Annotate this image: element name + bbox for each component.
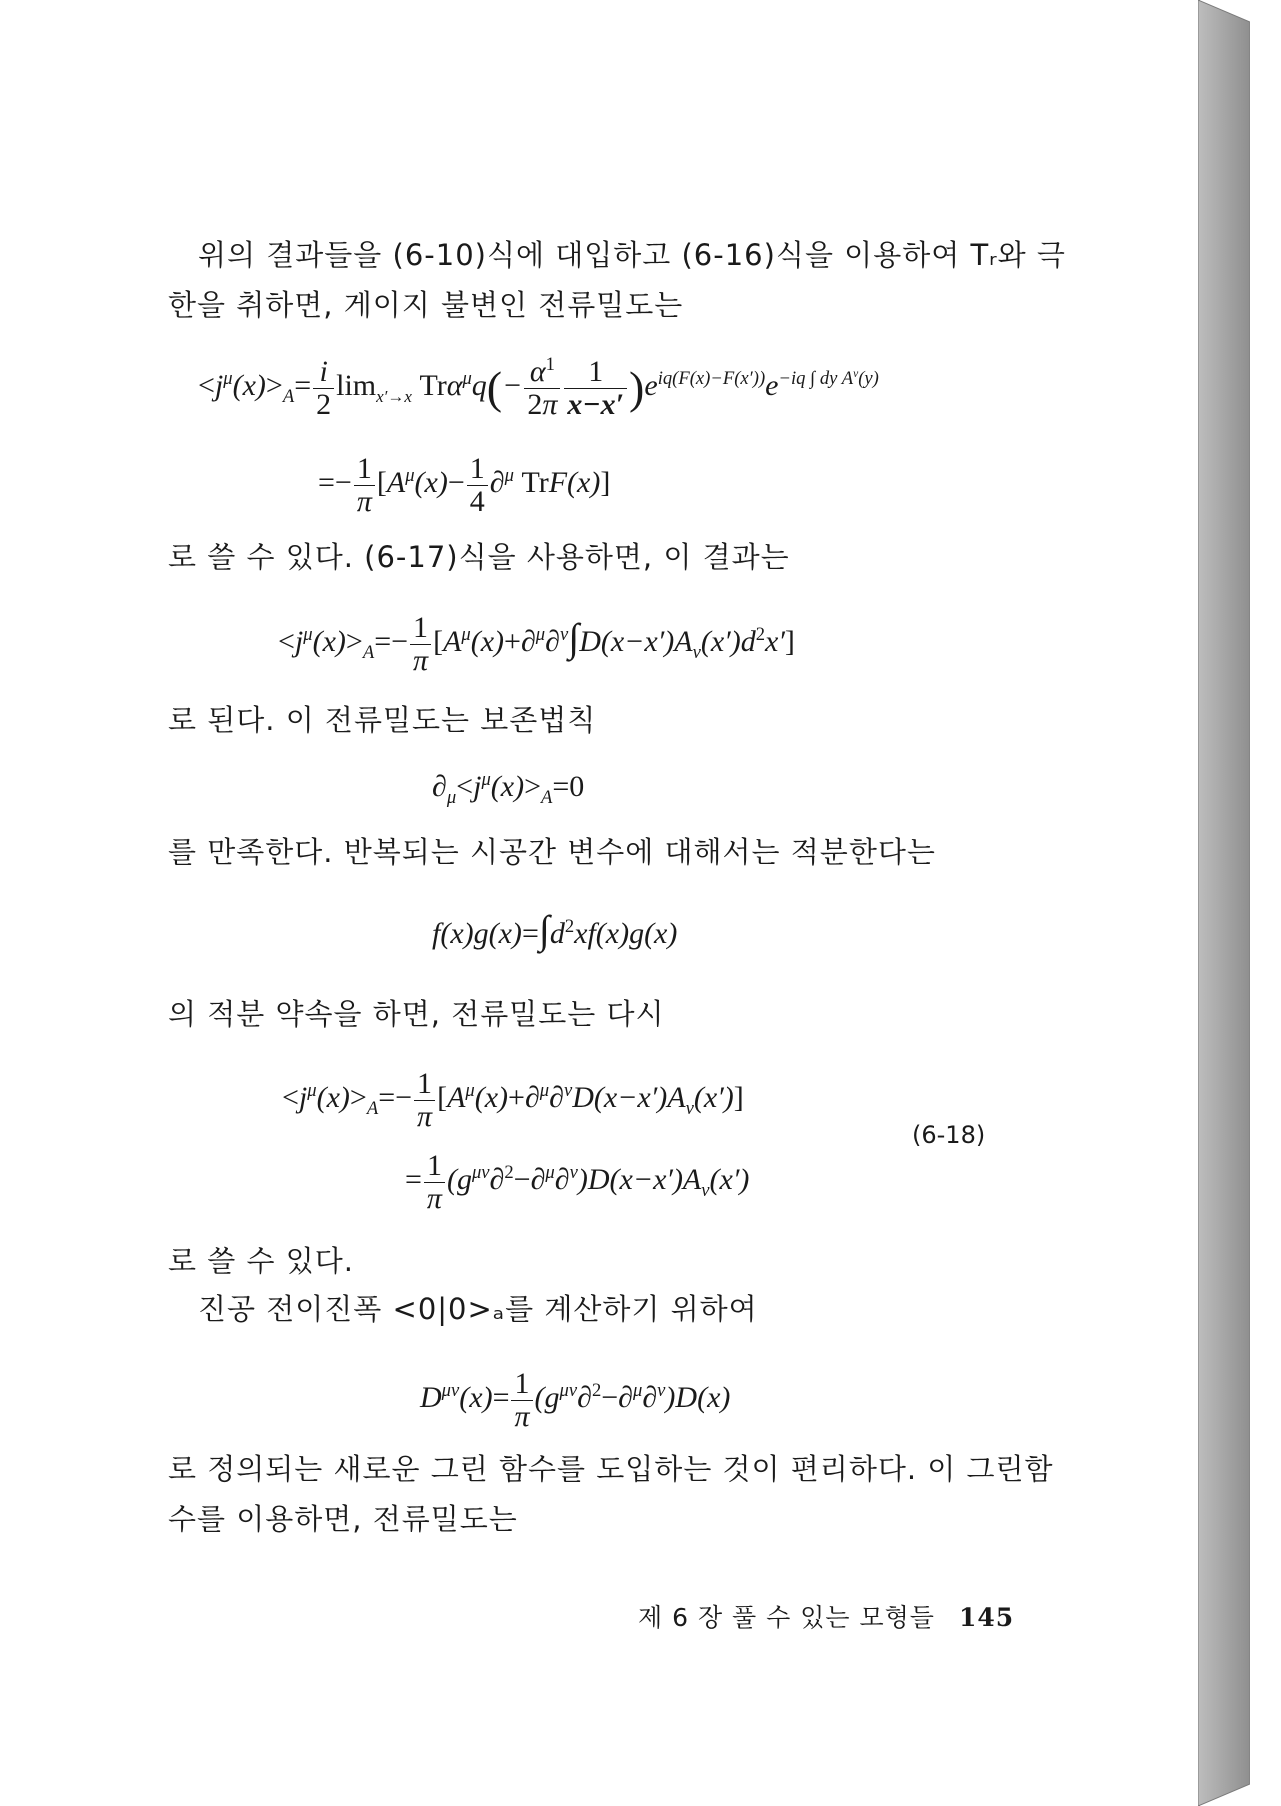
paragraph-1-line-2: 한을 취하면, 게이지 불변인 전류밀도는 — [168, 288, 684, 322]
equation-integration-convention: $f(x)g(x)=\int d^2xf(x)g(x)$ — [432, 907, 678, 952]
paragraph-3: 로 된다. 이 전류밀도는 보존법칙 — [168, 703, 597, 737]
paragraph-2: 로 쓸 수 있다. (6-17)식을 사용하면, 이 결과는 — [168, 540, 790, 574]
equation-conservation: $\partial_\mu<j^\mu(x)>_A=0$ — [432, 769, 585, 808]
equation-6-18-line-1: $<j^\mu(x)>_A=-$ $\frac{1}{\pi}$ $[A^\mu(x)+\partial^\mu\partial^\nu D(x-x')A_\nu(x')]$ — [282, 1067, 744, 1133]
chapter-title: 제 6 장 풀 수 있는 모형들 — [638, 1603, 935, 1632]
paragraph-1-line-1: 위의 결과들을 (6-10)식에 대입하고 (6-16)식을 이용하여 Tᵣ와 극 — [198, 238, 1066, 272]
page-number: 145 — [958, 1603, 1015, 1632]
paragraph-8-line-2: 수를 이용하면, 전류밀도는 — [168, 1502, 518, 1536]
equation-6-18-line-2: = $\frac{1}{\pi}$ $(g^{\mu\nu}\partial^2-\partial^\mu\partial^\nu)D(x-x')A_\nu(x')$ — [405, 1149, 750, 1215]
equation-number: (6-18) — [912, 1121, 986, 1149]
equation-current-result: =− $\frac{1}{\pi}$ [$A^\mu(x)-$ $\frac{1}{4}$ ∂$^\mu$ TrF(x)] — [318, 452, 611, 518]
paragraph-4: 를 만족한다. 반복되는 시공간 변수에 대해서는 적분한다는 — [168, 835, 936, 869]
running-footer — [638, 1598, 1014, 1634]
paragraph-8-line-1: 로 정의되는 새로운 그린 함수를 도입하는 것이 편리하다. 이 그린함 — [168, 1452, 1054, 1486]
page-stack-edge — [1198, 0, 1250, 1806]
paragraph-7: 진공 전이진폭 <0|0>ₐ를 계산하기 위하여 — [198, 1292, 758, 1326]
equation-green-function: $D^{\mu\nu}(x)=$ $\frac{1}{\pi}$ $(g^{\mu\nu}\partial^2-\partial^\mu\partial^\nu)D(x)$ — [420, 1367, 731, 1433]
paragraph-6: 로 쓸 수 있다. — [168, 1244, 354, 1278]
equation-current-limit: $<j^\mu(x)>_A=$ $\frac{i}{2}$ $\lim_{x'\to x} Tr\alpha^\mu q(-$ $\frac{\alpha^1}{2\pi}$ $\frac{1}{x-x'}$ )$e^{iq(F(x)-F(x'))}e^{-iq \int dy A^\nu(y)}$ — [198, 354, 879, 421]
paragraph-5: 의 적분 약속을 하면, 전류밀도는 다시 — [168, 997, 665, 1031]
equation-current-integral: $<j^\mu(x)>_A=-$ $\frac{1}{\pi}$ $[A^\mu(x)+\partial^\mu\partial^\nu\int D(x-x')A_\nu(x')d^2x']$ — [278, 611, 795, 677]
